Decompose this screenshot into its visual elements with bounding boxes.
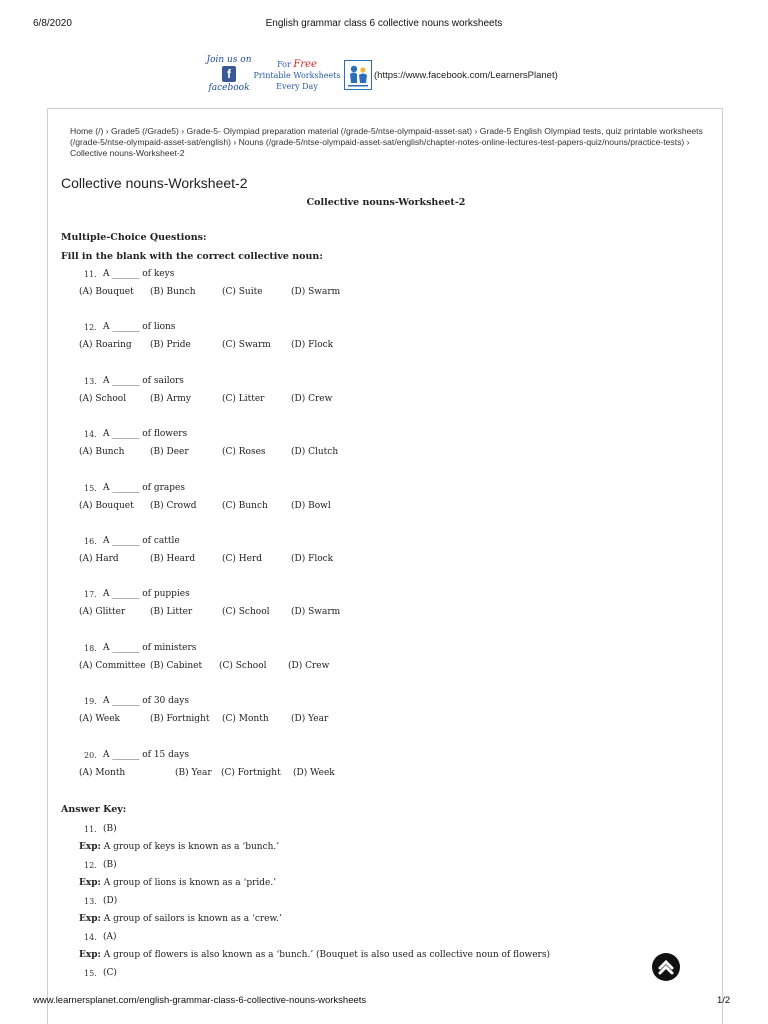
- question-number: 14.: [84, 430, 97, 440]
- answer-explanation: [79, 878, 276, 888]
- print-title: English grammar class 6 collective nouns worksheets: [265, 18, 503, 29]
- answer-option: (A) Committee: [79, 660, 146, 671]
- chevron-up-circle-icon: [656, 957, 676, 977]
- facebook-banner[interactable]: [205, 55, 558, 95]
- question-number: 16.: [84, 537, 97, 546]
- answer-option: (A) Month: [79, 767, 126, 778]
- question-number: 18.: [84, 643, 97, 653]
- exp-text: A group of sailors is known as a ‘crew.’: [100, 914, 282, 924]
- print-date: 6/8/2020: [33, 18, 72, 29]
- fill-heading: Fill in the blank with the correct collective noun:: [61, 251, 323, 262]
- exp-text: A group of keys is known as a ‘bunch.’: [100, 842, 280, 852]
- answer-option: (B) Bunch: [150, 287, 196, 297]
- question-text: A ______ of flowers: [103, 429, 188, 440]
- question-text: A ______ of 15 days: [103, 749, 189, 760]
- answer-option: (B) Cabinet: [150, 660, 203, 671]
- answer-choice: (C): [103, 968, 117, 978]
- answer-option: (D) Swarm: [291, 607, 341, 618]
- mcq-heading: Multiple-Choice Questions:: [61, 232, 207, 243]
- promo-line2: Printable Worksheets: [253, 70, 341, 80]
- answer-option: (C) Roses: [222, 447, 266, 458]
- promo-for: For: [277, 59, 291, 69]
- question-text: A ______ of lions: [103, 322, 176, 333]
- learners-planet-logo: [344, 60, 372, 90]
- answer-choice: (A): [103, 932, 117, 942]
- answer-explanation: [79, 914, 282, 924]
- promo-text: [253, 59, 341, 92]
- answer-option: (B) Heard: [150, 554, 196, 564]
- answer-number: 12.: [84, 861, 97, 870]
- exp-label: Exp:: [79, 842, 101, 852]
- scroll-to-top-button[interactable]: [652, 953, 680, 981]
- answer-option: (D) Crew: [291, 393, 333, 404]
- exp-text: A group of lions is known as a ‘pride.’: [100, 878, 277, 888]
- answer-option: (B) Pride: [150, 340, 191, 351]
- answer-number: 11.: [84, 825, 97, 834]
- question-number: 11.: [84, 270, 97, 279]
- question-number: 15.: [84, 483, 97, 493]
- answer-option: (C) Month: [222, 714, 269, 725]
- footer-url: www.learnersplanet.com/english-grammar-class-6-collective-nouns-worksheets: [33, 995, 367, 1006]
- answer-option: (A) Bouquet: [79, 287, 134, 297]
- facebook-icon: f: [222, 66, 236, 82]
- breadcrumb[interactable]: Home (/) › Grade5 (/Grade5) › Grade-5- Olympiad preparation material (/grade-5/ntse-olympaid-asset-sat) › Grade-5 English Olympiad tests, quiz printable worksheets (/grade-5/ntse-olympaid-asset-sat/english) › Nouns (/grade-5/ntse-olympaid-asset-sat/english/chapter-notes-online-lectures-test-papers-quiz/nouns/practice-tests) › Collective nouns-Worksheet-2: [70, 126, 703, 158]
- answer-option: (D) Week: [293, 767, 335, 778]
- answer-option: (B) Army: [150, 393, 191, 404]
- join-facebook-badge[interactable]: [205, 55, 253, 95]
- page-title: Collective nouns-Worksheet-2: [61, 175, 248, 191]
- question-text: A ______ of cattle: [103, 536, 180, 546]
- answer-number: 15.: [84, 969, 97, 978]
- join-us-text: Join us on: [206, 55, 252, 65]
- question-number: 20.: [84, 750, 97, 760]
- answer-option: (D) Bowl: [291, 500, 331, 511]
- answer-option: (C) Herd: [222, 554, 263, 564]
- answer-option: (C) Swarm: [222, 340, 271, 351]
- answer-choice: (B): [103, 860, 117, 870]
- answer-option: (B) Fortnight: [150, 714, 210, 725]
- answer-option: (D) Flock: [291, 340, 334, 351]
- promo-free: Free: [293, 58, 317, 70]
- question-number: 12.: [84, 323, 97, 333]
- question-number: 19.: [84, 697, 97, 707]
- answer-option: (C) Bunch: [222, 500, 268, 511]
- answer-option: (D) Swarm: [291, 287, 341, 297]
- question-number: 13.: [84, 376, 97, 386]
- answer-option: (C) School: [222, 607, 270, 618]
- footer-page-number: 1/2: [717, 995, 731, 1006]
- answer-option: (A) School: [79, 393, 127, 404]
- question-text: A ______ of ministers: [103, 642, 197, 653]
- facebook-text: facebook: [208, 83, 250, 93]
- exp-label: Exp:: [79, 914, 101, 924]
- answer-key-heading: Answer Key:: [61, 804, 127, 815]
- content-card: [47, 108, 723, 1024]
- question-text: A ______ of keys: [103, 269, 175, 279]
- answer-option: (B) Year: [175, 767, 212, 778]
- question-text: A ______ of puppies: [103, 589, 190, 600]
- answer-option: (D) Crew: [288, 660, 330, 671]
- exp-label: Exp:: [79, 878, 101, 888]
- exp-label: Exp:: [79, 950, 101, 960]
- answer-choice: (B): [103, 824, 117, 834]
- answer-option: (C) Fortnight: [221, 767, 281, 778]
- answer-number: 13.: [84, 897, 97, 906]
- promo-line3: Every Day: [276, 81, 318, 91]
- answer-option: (A) Hard: [79, 554, 119, 564]
- answer-option: (D) Clutch: [291, 447, 339, 458]
- answer-option: (C) Suite: [222, 287, 263, 297]
- answer-option: (D) Year: [291, 714, 329, 725]
- answer-option: (C) Litter: [222, 393, 265, 404]
- answer-option: (A) Roaring: [79, 340, 132, 351]
- worksheet-title: Collective nouns-Worksheet-2: [306, 197, 466, 208]
- answer-option: (B) Crowd: [150, 500, 197, 511]
- exp-text: A group of flowers is also known as a ‘bunch.’ (Bouquet is also used as collective noun of flowers): [100, 950, 550, 960]
- facebook-url-link[interactable]: (https://www.facebook.com/LearnersPlanet): [374, 69, 558, 81]
- answer-option: (A) Glitter: [79, 607, 126, 618]
- answer-option: (B) Deer: [150, 447, 189, 458]
- question-text: A ______ of grapes: [103, 482, 185, 493]
- question-text: A ______ of 30 days: [103, 696, 189, 707]
- answer-option: (A) Bunch: [79, 447, 125, 458]
- answer-option: (A) Bouquet: [79, 500, 134, 511]
- answer-explanation: [79, 842, 279, 852]
- answer-option: (B) Litter: [150, 607, 193, 618]
- answer-option: (D) Flock: [291, 554, 334, 564]
- question-text: A ______ of sailors: [103, 375, 184, 386]
- answer-option: (A) Week: [79, 714, 121, 725]
- answer-number: 14.: [84, 933, 97, 942]
- answer-explanation: [79, 950, 550, 960]
- answer-choice: (D): [103, 896, 118, 906]
- question-number: 17.: [84, 590, 97, 600]
- print-header: [0, 18, 768, 32]
- answer-option: (C) School: [219, 660, 267, 671]
